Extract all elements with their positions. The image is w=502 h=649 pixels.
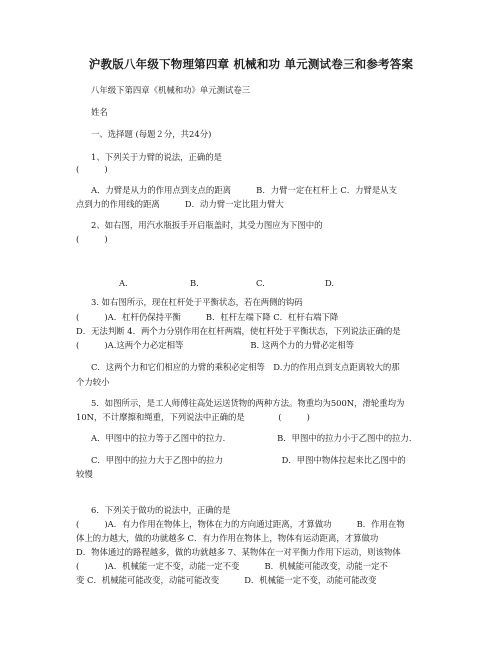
- question-2-option-b: B.: [190, 278, 199, 288]
- question-4-line6: 个力较小: [76, 377, 110, 387]
- question-7-line6: 变 C．机械能可能改变，动能可能改变 D．机械能一定不变，动能可能改变: [76, 575, 377, 585]
- question-5-line5: 较慢: [76, 469, 93, 479]
- question-2-paren: ( ): [76, 234, 108, 244]
- question-2-option-c: C.: [256, 278, 265, 288]
- question-4-line4: ( )A.这两个力必定相等 B. 这两个力的力臂必定相等: [76, 340, 354, 350]
- question-2-option-a: A.: [119, 278, 128, 288]
- question-5-line2: 10N，不计摩擦和绳重，下列说法中正确的是 ( ): [76, 412, 310, 422]
- subtitle: 八年级下第四章《机械和功》单元测试卷三: [91, 85, 251, 95]
- question-2-option-d: D.: [325, 278, 335, 288]
- question-5-line4: C．甲图中的拉力大于乙图中的拉力 D．甲图中物体拉起来比乙图中的: [91, 455, 406, 465]
- question-6-line2: ( )A．有力作用在物体上，物体在力的方向通过距离，才算做功 B．作用在物: [76, 519, 405, 529]
- question-3-stem: 3. 如右图所示，现在杠杆处于平衡状态，若在两侧的钩码: [91, 297, 303, 307]
- question-2-stem: 2、如右图，用汽水瓶扳手开启瓶盖时，其受力图应为下图中的: [91, 220, 323, 230]
- question-6-line3: 体上的力越大，做的功就越多 C．有力作用在物体上，物体有运动距离，才算做功: [76, 533, 379, 543]
- question-1-paren: ( ): [76, 164, 108, 174]
- document-title: 沪教版八年级下物理第四章 机械和功 单元测试卷三和参考答案: [88, 57, 414, 71]
- question-7-line5: ( )A．机械能一定不变，动能一定不变 B．机械能可能改变，动能一定不: [76, 561, 388, 571]
- section-heading: 一、选择题 (每题２分，共24分): [91, 129, 212, 139]
- question-1-options-line2: 点到力的作用线的距离 D．动力臂一定比阻力臂大: [76, 199, 284, 209]
- question-5-line3: A．甲图中的拉力等于乙图中的拉力． B．甲图中的拉力小于乙图中的拉力．: [91, 433, 418, 443]
- question-1-options-line1: A．力臂是从力的作用点到支点的距离 B．力臂一定在杠杆上 C．力臂是从支: [91, 185, 398, 195]
- name-label: 姓名: [91, 107, 108, 117]
- question-5-stem: 5．如图所示，是工人师傅往高处运送货物的两种方法。物重均为500N，滑轮重均为: [91, 398, 405, 408]
- question-4-line5: C．这两个力和它们相应的力臂的乘积必定相等 D.力的作用点到支点距离较大的那: [91, 362, 400, 372]
- question-3-line3: D．无法判断 4．两个力分别作用在杠杆两端，使杠杆处于平衡状态，下列说法正确的是: [76, 326, 401, 336]
- question-1-stem: 1、下列关于力臂的说法，正确的是: [91, 152, 222, 162]
- question-3-line2: ( )A．杠杆仍保持平衡 B．杠杆左端下降 C．杠杆右端下降: [76, 312, 339, 322]
- question-6-stem: 6．下列关于做功的说法中，正确的是: [91, 505, 231, 515]
- question-7-line4: D．物体通过的路程越多，做的功就越多 7、某物体在一对平衡力作用下运动，则该物体: [76, 547, 401, 557]
